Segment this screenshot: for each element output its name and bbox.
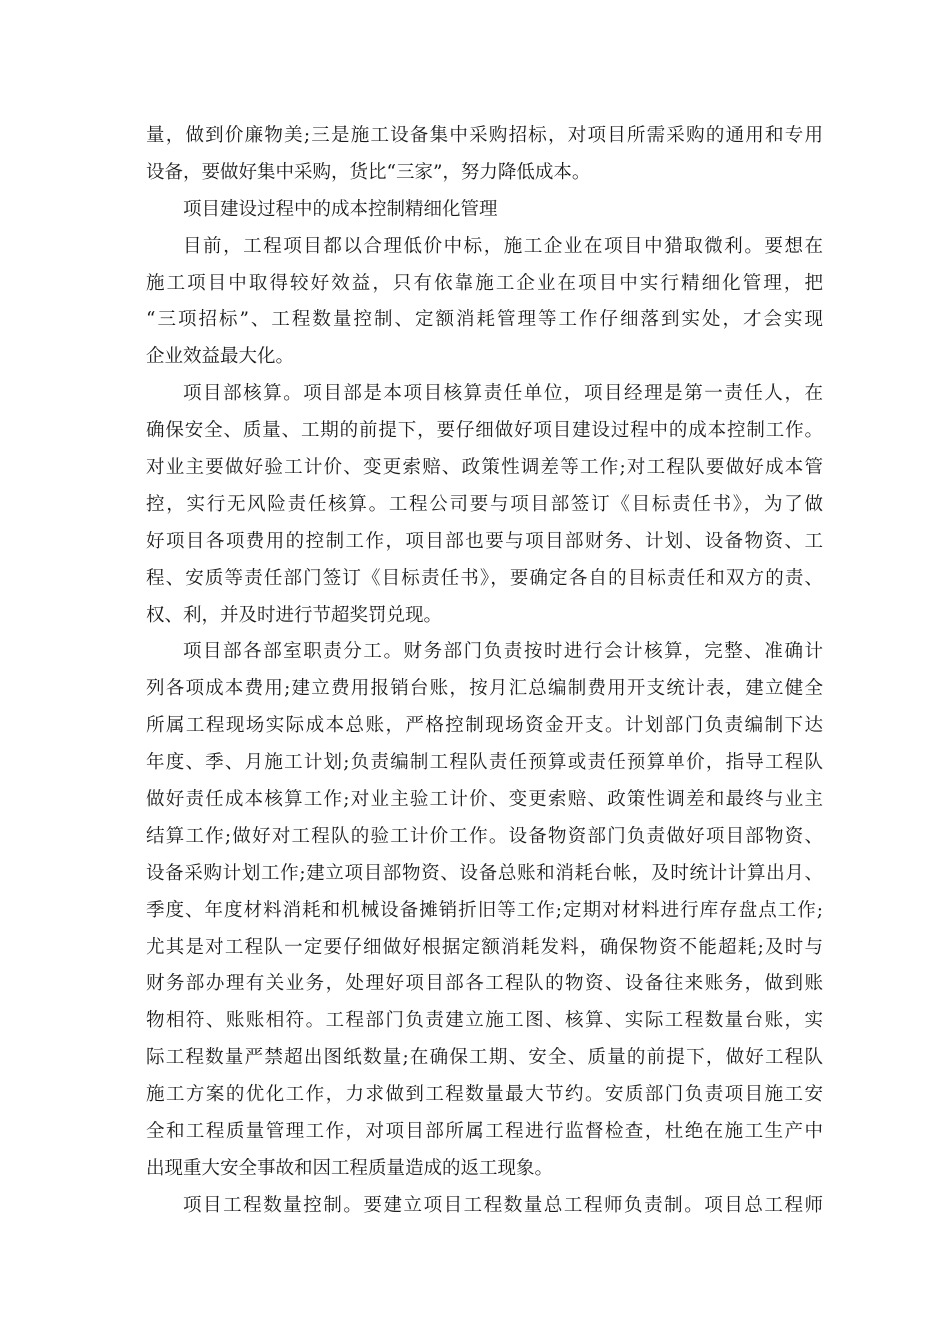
text-line: 尤其是对工程队一定要仔细做好根据定额消耗发料，确保物资不能超耗;及时与	[146, 936, 823, 958]
text-line: 企业效益最大化。	[146, 346, 295, 368]
text-line: 施工项目中取得较好效益，只有依靠施工企业在项目中实行精细化管理，把	[146, 272, 823, 294]
document-body	[146, 118, 823, 1225]
text-line: 项目工程数量控制。要建立项目工程数量总工程师负责制。项目总工程师	[183, 1194, 823, 1216]
text-line: 确保安全、质量、工期的前提下，要仔细做好项目建设过程中的成本控制工作。	[146, 420, 823, 442]
text-line: 设备，要做好集中采购，货比“三家”，努力降低成本。	[146, 161, 591, 183]
text-line: 做好责任成本核算工作;对业主验工计价、变更索赔、政策性调差和最终与业主	[146, 789, 823, 811]
text-line: 项目部核算。项目部是本项目核算责任单位，项目经理是第一责任人，在	[183, 383, 823, 405]
text-line: 施工方案的优化工作，力求做到工程数量最大节约。安质部门负责项目施工安	[146, 1084, 823, 1106]
text-line: 年度、季、月施工计划;负责编制工程队责任预算或责任预算单价，指导工程队	[146, 752, 823, 774]
text-line: 际工程数量严禁超出图纸数量;在确保工期、安全、质量的前提下，做好工程队	[146, 1047, 823, 1069]
text-line: 量，做到价廉物美;三是施工设备集中采购招标，对项目所需采购的通用和专用	[146, 125, 823, 146]
text-line: 季度、年度材料消耗和机械设备摊销折旧等工作;定期对材料进行库存盘点工作;	[146, 899, 823, 921]
text-line: 设备采购计划工作;建立项目部物资、设备总账和消耗台帐，及时统计计算出月、	[146, 862, 823, 884]
text-line: 目前，工程项目都以合理低价中标，施工企业在项目中猎取微利。要想在	[183, 235, 823, 257]
section-heading: 项目建设过程中的成本控制精细化管理	[183, 198, 498, 220]
text-line: 结算工作;做好对工程队的验工计价工作。设备物资部门负责做好项目部物资、	[146, 825, 823, 847]
text-line: 财务部办理有关业务，处理好项目部各工程队的物资、设备往来账务，做到账	[146, 973, 823, 995]
text-line: “三项招标”、工程数量控制、定额消耗管理等工作仔细落到实处，才会实现	[146, 309, 823, 331]
text-line: 全和工程质量管理工作，对项目部所属工程进行监督检查，杜绝在施工生产中	[146, 1121, 823, 1143]
text-line: 控，实行无风险责任核算。工程公司要与项目部签订《目标责任书》，为了做	[146, 493, 823, 515]
text-line: 权、利，并及时进行节超奖罚兑现。	[146, 604, 443, 626]
text-line: 对业主要做好验工计价、变更索赔、政策性调差等工作;对工程队要做好成本管	[146, 457, 823, 479]
text-line: 所属工程现场实际成本总账，严格控制现场资金开支。计划部门负责编制下达	[146, 715, 823, 737]
text-line: 列各项成本费用;建立费用报销台账，按月汇总编制费用开支统计表，建立健全	[146, 678, 823, 700]
text-line: 程、安质等责任部门签订《目标责任书》，要确定各自的目标责任和双方的责、	[146, 567, 823, 589]
text-line: 好项目各项费用的控制工作，项目部也要与项目部财务、计划、设备物资、工	[146, 530, 823, 552]
text-line: 物相符、账账相符。工程部门负责建立施工图、核算、实际工程数量台账，实	[146, 1010, 823, 1032]
text-line: 项目部各部室职责分工。财务部门负责按时进行会计核算，完整、准确计	[183, 641, 823, 663]
text-line: 出现重大安全事故和因工程质量造成的返工现象。	[146, 1157, 554, 1179]
